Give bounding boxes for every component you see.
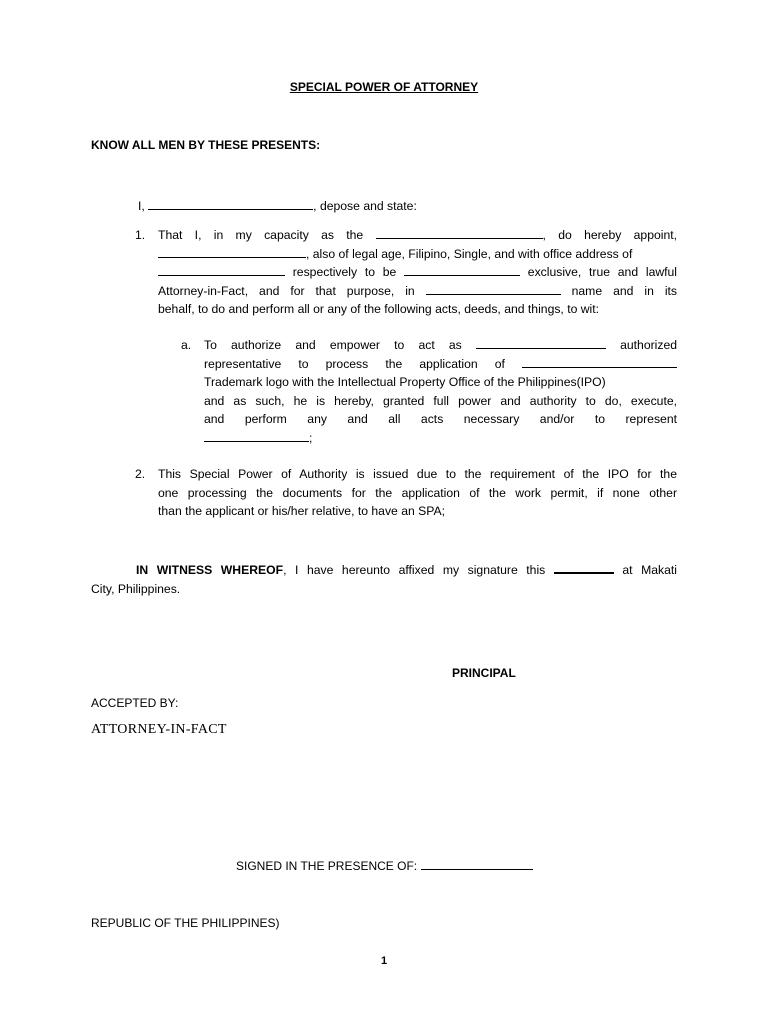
item2-line1: This Special Power of Authority is issued due to the requirement of the IPO for the bbox=[158, 467, 677, 481]
item1-number: 1. bbox=[135, 228, 146, 242]
represent-blank bbox=[204, 429, 309, 442]
witness-text-a: , I have hereunto affixed my signature this bbox=[283, 563, 546, 577]
salutation: KNOW ALL MEN BY THESE PRESENTS: bbox=[91, 138, 321, 152]
witness-blank bbox=[421, 857, 533, 870]
appointee-blank bbox=[158, 245, 306, 258]
item-a-line3: Trademark logo with the Intellectual Property Office of the Philippines(IPO) bbox=[204, 375, 606, 389]
date-blank bbox=[554, 560, 614, 574]
witness-text-b: at Makati bbox=[622, 563, 677, 577]
item2-line2: one processing the documents for the application of the work permit, if none other bbox=[158, 485, 677, 500]
document-title: SPECIAL POWER OF ATTORNEY bbox=[289, 80, 479, 94]
page-number: 1 bbox=[380, 955, 388, 967]
item1-line1 bbox=[158, 226, 677, 245]
intro-prefix: I, bbox=[138, 199, 145, 213]
intro-line bbox=[138, 197, 417, 216]
item-a-line6 bbox=[204, 429, 677, 448]
item-a-line6-end: ; bbox=[309, 430, 313, 445]
item1-line1-text-b: , do hereby appoint, bbox=[542, 228, 678, 242]
item1-line4-text-b: name and in its bbox=[571, 283, 678, 298]
item-a-line4: and as such, he is hereby, granted full power and authority to do, execute, bbox=[204, 393, 677, 408]
item-a-paragraph bbox=[204, 336, 677, 447]
item1-line3-text-a: respectively to be bbox=[292, 265, 397, 279]
signed-presence-text: SIGNED IN THE PRESENCE OF: bbox=[236, 859, 418, 873]
authorized-blank bbox=[476, 336, 606, 349]
principal-label: PRINCIPAL bbox=[452, 666, 516, 680]
witness-paragraph bbox=[91, 560, 677, 598]
applicant-blank bbox=[522, 355, 677, 368]
address-blank bbox=[158, 263, 285, 276]
item1-line2-text: , also of legal age, Filipino, Single, and with office address of bbox=[306, 246, 633, 261]
item1-line5: behalf, to do and perform all or any of the following acts, deeds, and things, to wit: bbox=[158, 302, 600, 316]
intro-suffix: , depose and state: bbox=[313, 199, 417, 213]
item2-line3: than the applicant or his/her relative, to have an SPA; bbox=[158, 504, 446, 518]
name-blank bbox=[148, 197, 313, 210]
witness-line1 bbox=[91, 560, 677, 580]
item1-line4 bbox=[158, 282, 677, 301]
item2-paragraph bbox=[158, 465, 677, 521]
item1-line3 bbox=[158, 263, 677, 282]
item1-line3-text-b: exclusive, true and lawful bbox=[527, 265, 678, 279]
item-a-line5: and perform any and all acts necessary and/or to represent bbox=[204, 412, 677, 426]
attorney-in-fact-label: ATTORNEY-IN-FACT bbox=[91, 722, 227, 737]
item1-line1-text-a: That I, in my capacity as the bbox=[158, 228, 364, 242]
item-a-line1 bbox=[204, 336, 677, 355]
item-a-line1-text-a: To authorize and empower to act as bbox=[204, 338, 462, 352]
item1-line4-text-a: Attorney-in-Fact, and for that purpose, in bbox=[158, 283, 415, 298]
item-a-letter: a. bbox=[181, 338, 192, 352]
entity-blank bbox=[426, 282, 561, 295]
capacity-blank bbox=[376, 226, 543, 239]
item-a-line2 bbox=[204, 355, 677, 374]
witness-line2: City, Philippines. bbox=[91, 581, 181, 596]
signed-presence-line bbox=[236, 857, 533, 873]
item-a-line2-text: representative to process the application of bbox=[204, 356, 505, 371]
witness-lead: IN WITNESS WHEREOF bbox=[136, 563, 284, 577]
item-a-line1-text-b: authorized bbox=[620, 338, 678, 352]
accepted-by-label: ACCEPTED BY: bbox=[91, 696, 179, 710]
republic-line: REPUBLIC OF THE PHILIPPINES) bbox=[91, 916, 280, 930]
item1-paragraph bbox=[158, 226, 677, 319]
item1-line2 bbox=[158, 245, 677, 264]
role-blank bbox=[404, 263, 520, 276]
item2-number: 2. bbox=[135, 467, 146, 481]
